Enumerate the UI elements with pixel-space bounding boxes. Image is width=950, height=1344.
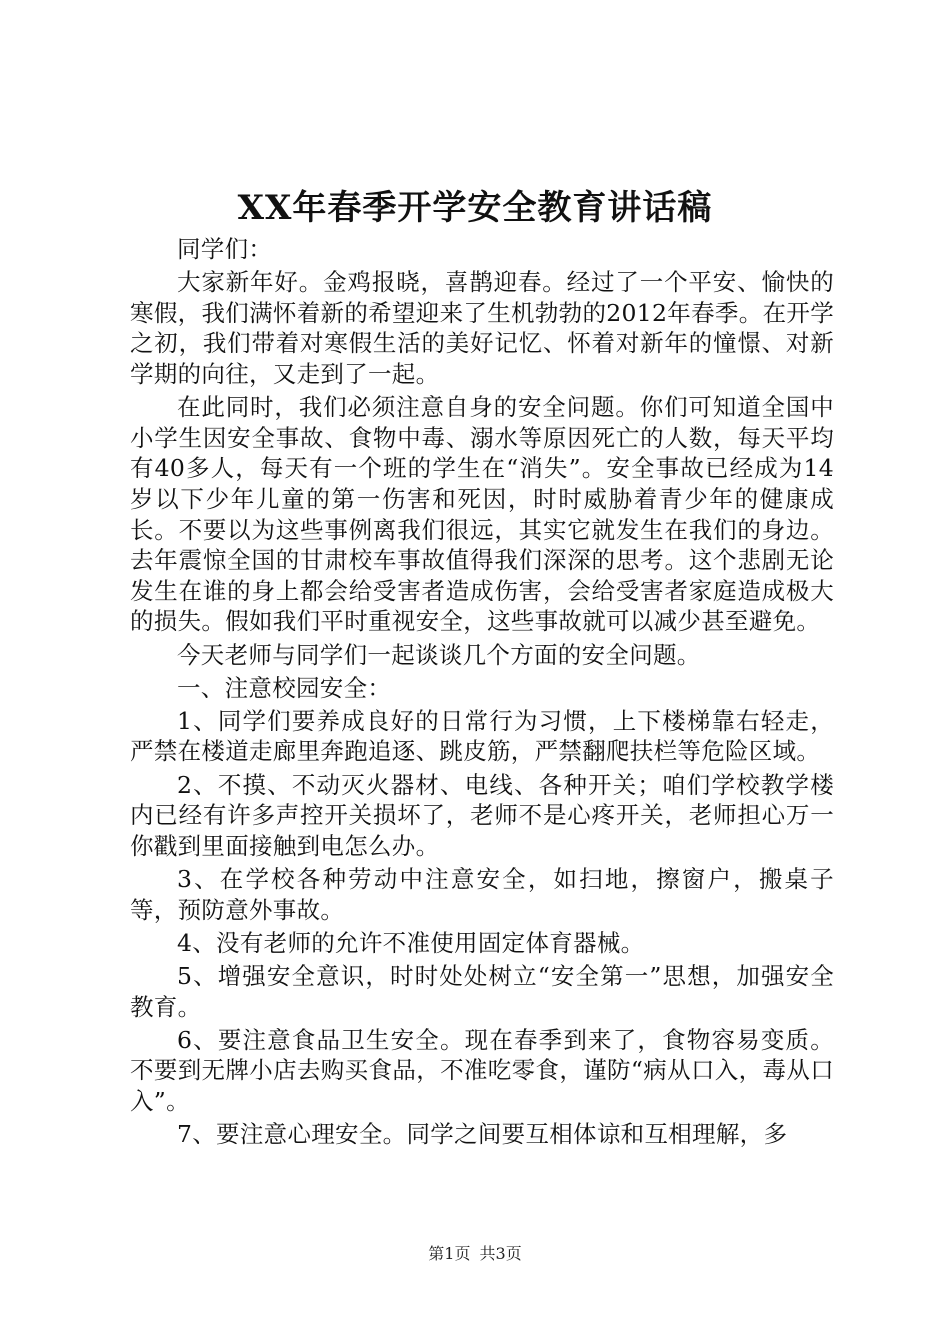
document-body bbox=[130, 234, 834, 1152]
paragraph: 今天老师与同学们一起谈谈几个方面的安全问题。 bbox=[177, 640, 701, 669]
paragraph: 大家新年好。金鸡报晓，喜鹊迎春。经过了一个平安、愉快的寒假，我们满怀着新的希望迎来了生机勃勃的2012年春季。在开学之初，我们带着对寒假生活的美好记忆、怀着对新年的憧憬、对新学期的向往，又走到了一起。 bbox=[130, 268, 834, 388]
list-item: 7、要注意心理安全。同学之间要互相体谅和互相理解，多 bbox=[177, 1120, 788, 1149]
list-item: 6、要注意食品卫生安全。现在春季到来了，食物容易变质。不要到无牌小店去购买食品，不准吃零食，谨防“病从口入，毒从口入”。 bbox=[130, 1025, 834, 1115]
list-item: 5、增强安全意识，时时处处树立“安全第一”思想，加强安全教育。 bbox=[130, 962, 834, 1021]
list-item: 2、不摸、不动灭火器材、电线、各种开关；咱们学校教学楼内已经有许多声控开关损坏了，老师不是心疼开关，老师担心万一你戳到里面接触到电怎么办。 bbox=[130, 770, 834, 860]
page-total: 共3页 bbox=[479, 1244, 522, 1263]
page-number: 第1页 bbox=[428, 1244, 471, 1263]
paragraph: 在此同时，我们必须注意自身的安全问题。你们可知道全国中小学生因安全事故、食物中毒、溺水等原因死亡的人数，每天平均有40多人，每天有一个班的学生在“消失”。安全事故已经成为14岁以下少年儿童的第一伤害和死因，时时威胁着青少年的健康成长。不要以为这些事例离我们很远，其实它就发生在我们的身边。去年震惊全国的甘肃校车事故值得我们深深的思考。这个悲剧无论发生在谁的身上都会给受害者造成伤害，会给受害者家庭造成极大的损失。假如我们平时重视安全，这些事故就可以减少甚至避免。 bbox=[130, 393, 834, 636]
list-item: 4、没有老师的允许不准使用固定体育器械。 bbox=[177, 928, 645, 957]
list-item: 1、同学们要养成良好的日常行为习惯，上下楼梯靠右轻走，严禁在楼道走廊里奔跑追逐、跳皮筋，严禁翻爬扶栏等危险区域。 bbox=[130, 706, 834, 766]
list-item: 3、在学校各种劳动中注意安全，如扫地，擦窗户，搬桌子等，预防意外事故。 bbox=[130, 865, 834, 924]
paragraph-salutation: 同学们： bbox=[177, 235, 273, 263]
section-heading: 一、注意校园安全： bbox=[177, 673, 392, 702]
page-footer bbox=[0, 1242, 950, 1266]
document-title: XX年春季开学安全教育讲话稿 bbox=[237, 188, 713, 228]
